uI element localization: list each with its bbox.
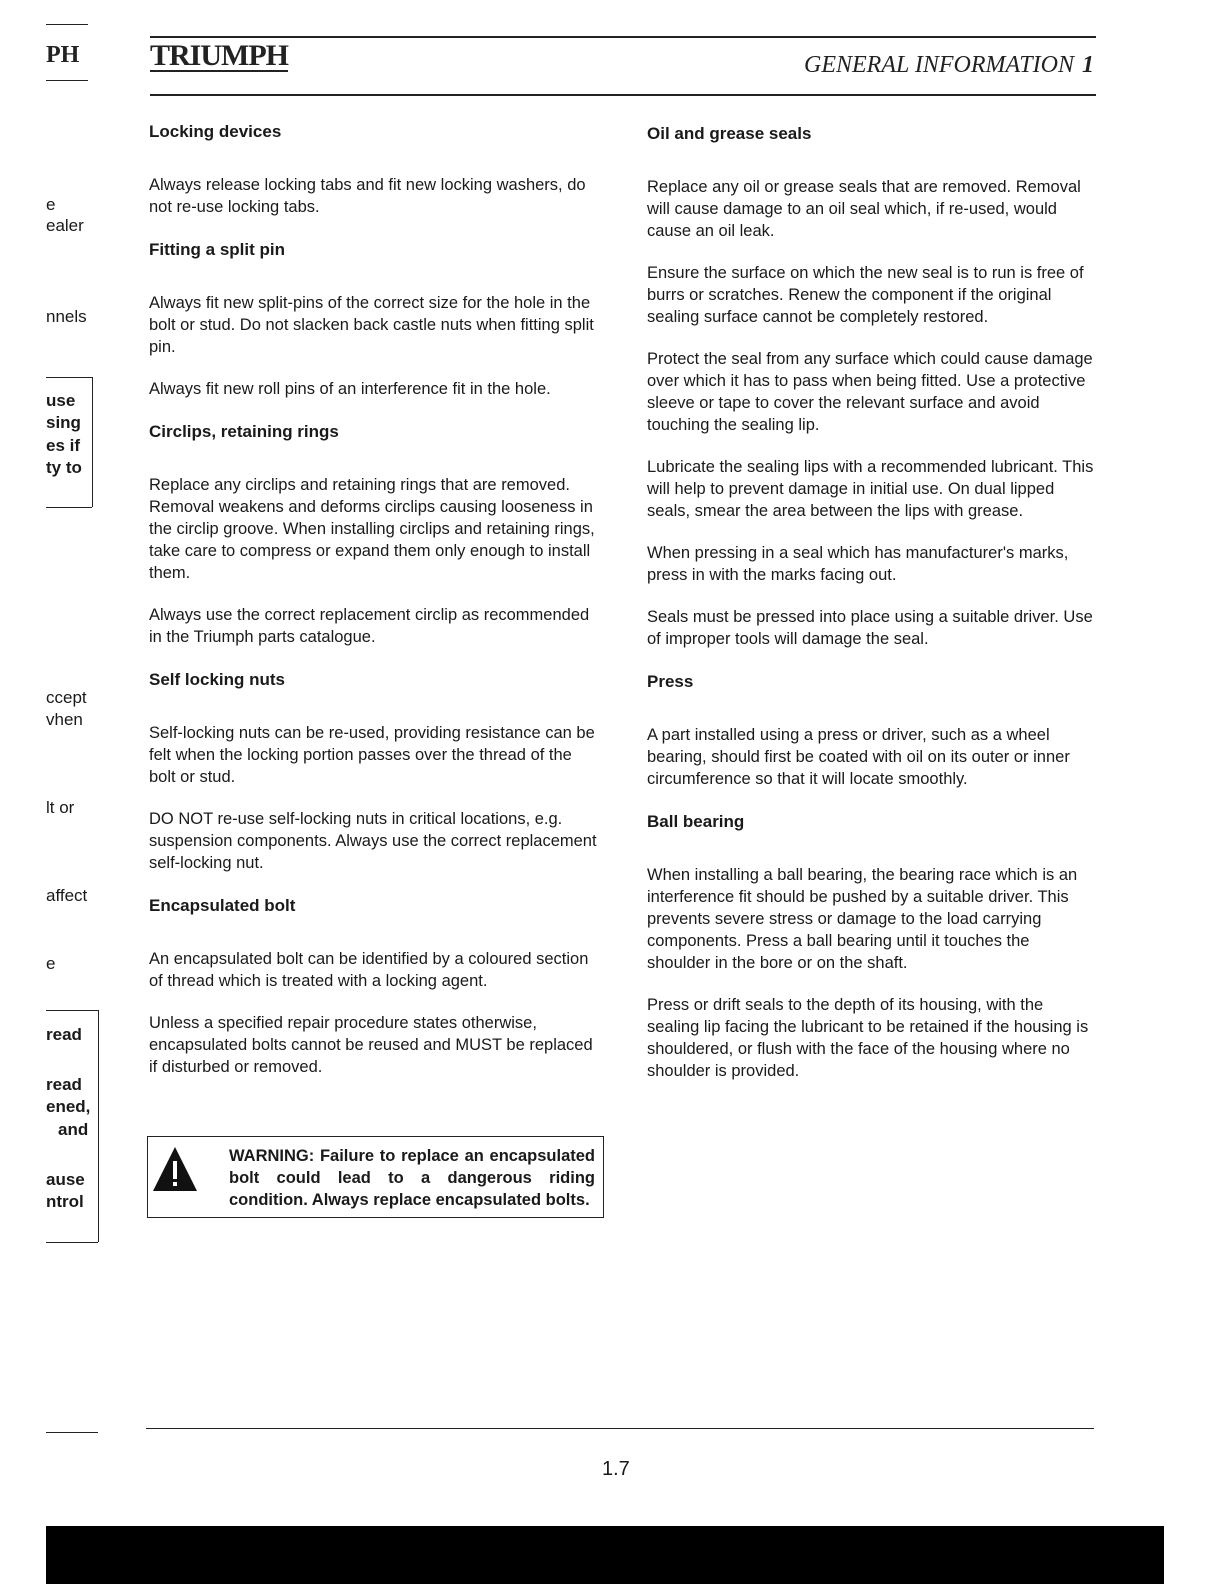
edge-rule-under-logo [46,80,88,81]
paragraph: Replace any oil or grease seals that are removed. Removal will cause damage to an oil seal which, if re-used, would cause an oil leak. [647,178,1081,240]
section-heading: Circlips, retaining rings [149,422,339,441]
edge-fragment: read [46,1025,82,1044]
edge-rule-footer [46,1432,98,1433]
section-heading: Oil and grease seals [647,124,812,143]
warning-box [147,1136,604,1218]
footer-rule [146,1428,1094,1429]
edge-fragment: affect [46,886,88,905]
edge-fragment: use [46,391,76,410]
edge-box-side [92,377,93,507]
edge-fragment: sing [46,413,81,432]
paragraph: Lubricate the sealing lips with a recommended lubricant. This will help to prevent damage in initial use. On dual lipped seals, smear the area between the lips with grease. [647,458,1094,520]
warning-text: Failure to replace an encapsulated bolt could lead to a dangerous riding condition. Always replace encapsulated bolts. [229,1147,595,1209]
section-heading: Press [647,672,694,691]
edge-fragment: nnels [46,307,87,326]
edge-box2-side [98,1010,99,1242]
edge-fragment: e [46,954,56,973]
edge-fragment: e [46,195,56,214]
edge-box-top [46,377,92,378]
right-column [647,122,1097,1102]
triumph-logo: TRIUMPH [150,39,288,72]
paragraph: When pressing in a seal which has manufacturer's marks, press in with the marks facing out. [647,544,1069,584]
edge-box-bottom [46,507,92,508]
edge-fragment: ty to [46,458,82,477]
edge-fragment: ause [46,1170,85,1189]
paragraph: Protect the seal from any surface which could cause damage over which it has to pass when being fitted. Use a protective sleeve or tape to cover the relevant surface and avoid touching the sealing lip. [647,350,1093,434]
edge-rule-top [46,24,88,25]
edge-fragment: ccept [46,688,87,707]
paragraph: Always fit new split-pins of the correct size for the hole in the bolt or stud. Do not slacken back castle nuts when fitting split pin. [149,294,594,356]
paragraph: Unless a specified repair procedure states otherwise, encapsulated bolts cannot be reused and MUST be replaced if disturbed or removed. [149,1014,593,1076]
edge-fragment: vhen [46,710,83,729]
section-heading: Encapsulated bolt [149,896,296,915]
edge-fragment: lt or [46,798,75,817]
header-bottom-rule [150,94,1096,96]
edge-logo: PH [46,42,80,68]
paragraph: Replace any circlips and retaining rings that are removed. Removal weakens and deforms circlips causing looseness in the circlip groove. When installing circlips and retaining rings, take care to compress or expand them only enough to install them. [149,476,595,582]
paragraph: When installing a ball bearing, the bearing race which is an interference fit should be pushed by a suitable driver. This prevents severe stress or damage to the load carrying components. Press a ball bearing until it touches the shoulder in the bore or on the shaft. [647,866,1078,972]
chapter-number: 1 [1082,52,1094,78]
scan-black-edge [46,1526,1164,1584]
section-heading: Fitting a split pin [149,240,285,259]
page-header-title [804,52,1094,79]
paragraph: Seals must be pressed into place using a suitable driver. Use of improper tools will damage the seal. [647,608,1093,648]
paragraph: Always fit new roll pins of an interference fit in the hole. [149,380,551,398]
section-heading: Self locking nuts [149,670,286,689]
section-heading: Locking devices [149,122,282,141]
header-top-rule [150,36,1096,38]
edge-fragment: ntrol [46,1192,84,1211]
page-number: 1.7 [602,1458,630,1480]
paragraph: Always use the correct replacement circlip as recommended in the Triumph parts catalogue. [149,606,590,646]
paragraph: Ensure the surface on which the new seal is to run is free of burrs or scratches. Renew the component if the original sealing surface cannot be completely restored. [647,264,1084,326]
paragraph: A part installed using a press or driver, such as a wheel bearing, should first be coated with oil on its outer or inner circumference so that it will locate smoothly. [647,726,1070,788]
paragraph: Always release locking tabs and fit new locking washers, do not re-use locking tabs. [149,176,586,216]
paragraph: DO NOT re-use self-locking nuts in critical locations, e.g. suspension components. Always use the correct replacement self-locking nut. [149,810,597,872]
left-column [149,120,599,1098]
section-heading: Ball bearing [647,812,745,831]
paragraph: Self-locking nuts can be re-used, providing resistance can be felt when the locking portion passes over the thread of the bolt or stud. [149,724,595,786]
edge-fragment: ealer [46,216,84,235]
edge-fragment: and [58,1120,89,1139]
edge-fragment: es if [46,436,81,455]
warning-label: WARNING: [229,1147,315,1165]
warning-triangle-icon [153,1145,223,1193]
header-title-text: GENERAL INFORMATION [804,52,1074,78]
edge-box2-top [46,1010,98,1011]
paragraph: Press or drift seals to the depth of its housing, with the sealing lip facing the lubricant to be retained if the housing is shouldered, or flush with the face of the housing where no shoulder is provided. [647,996,1089,1080]
edge-fragment: ened, [46,1097,91,1116]
edge-fragment: read [46,1075,82,1094]
edge-box2-bottom [46,1242,98,1243]
paragraph: An encapsulated bolt can be identified by a coloured section of thread which is treated with a locking agent. [149,950,589,990]
